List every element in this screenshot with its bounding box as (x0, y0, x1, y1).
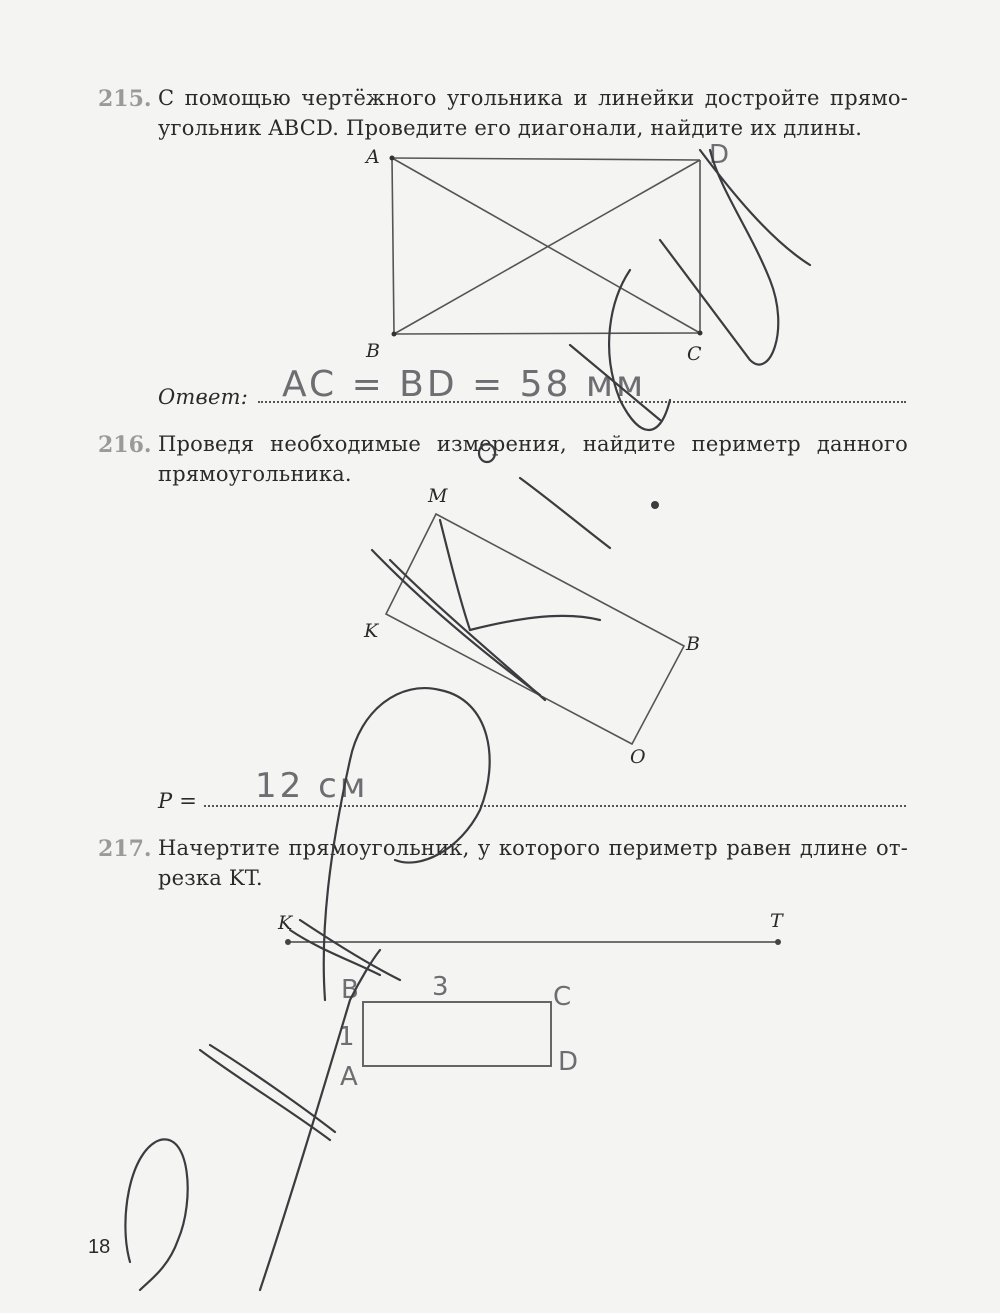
handwritten-side-length-3: 3 (432, 972, 452, 1002)
point-a (390, 156, 395, 161)
vertex-label-b: B (366, 340, 380, 362)
vertex-label-o: O (630, 746, 646, 768)
point-b (392, 332, 397, 337)
task-217-line-1: Начертите прямоугольник, у которого периметр равен длине от- (158, 836, 908, 860)
answer-label-215: Ответ: (158, 385, 248, 409)
segment-label-k: K (278, 912, 293, 934)
task-number-216: 216. (98, 432, 152, 458)
handwritten-side-length-1: 1 (338, 1022, 358, 1052)
side-ab (392, 158, 394, 334)
task-number-215: 215. (98, 86, 152, 112)
task-215-line-1: С помощью чертёжного угольника и линейки достройте прямо- (158, 86, 908, 110)
vertex-label-m: M (428, 485, 448, 507)
task-217-line-2: резка KT. (158, 866, 263, 890)
diagonal-ac (392, 158, 700, 333)
page-number: 18 (88, 1236, 111, 1258)
point-k (285, 939, 291, 945)
vertex-label-a: A (366, 146, 380, 168)
handwritten-vertex-a: A (340, 1062, 361, 1092)
segment-label-t: T (770, 910, 783, 932)
pencil-scribble (125, 150, 810, 1290)
handwritten-rectangle (363, 1002, 551, 1066)
task-216-line-2: прямоугольника. (158, 462, 352, 486)
side-ad (392, 158, 700, 160)
point-t (775, 939, 781, 945)
vertex-label-d-handwritten: D (709, 140, 733, 170)
task-number-217: 217. (98, 836, 152, 862)
handwritten-vertex-d: D (558, 1047, 582, 1077)
handwritten-vertex-b: B (341, 975, 362, 1005)
side-bc (394, 333, 700, 334)
rectangle-abcd (392, 158, 700, 334)
rectangle-mkbo (386, 514, 684, 744)
task-215-line-2: угольник ABCD. Проведите его диагонали, найдите их длины. (158, 116, 863, 140)
point-c (698, 331, 703, 336)
vertex-label-k: K (364, 620, 379, 642)
pencil-dot (651, 501, 659, 509)
task-216-line-1: Проведя необходимые измерения, найдите периметр данного (158, 432, 908, 456)
handwritten-answer-215: AC = BD = 58 мм (282, 364, 647, 405)
answer-label-216: P = (158, 789, 198, 813)
pencil-small-circle (479, 444, 495, 462)
handwritten-vertex-c: C (553, 982, 575, 1012)
vertex-label-b2: B (686, 633, 700, 655)
vertex-label-c: C (687, 343, 702, 365)
handwritten-answer-216: 12 см (255, 766, 369, 806)
